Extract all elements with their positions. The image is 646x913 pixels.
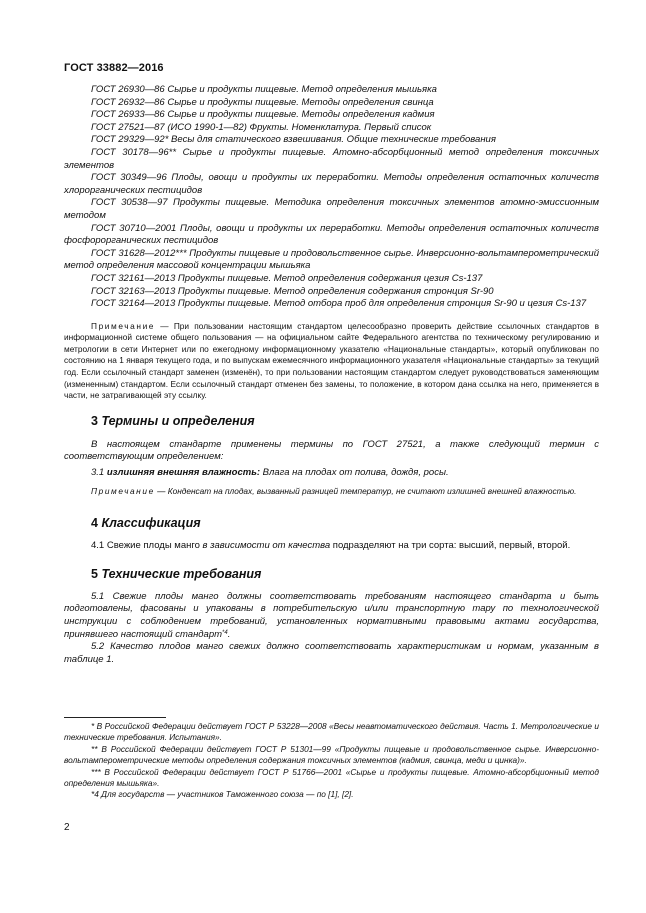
- clause-5-1: [64, 591, 599, 641]
- reference-item: ГОСТ 26932—86 Сырье и продукты пищевые. Методы определения свинца: [91, 96, 434, 108]
- normative-references: [64, 84, 599, 311]
- reference-item: ГОСТ 26933—86 Сырье и продукты пищевые. Методы определения кадмия: [91, 109, 435, 121]
- term-definition: [64, 467, 599, 480]
- clause-4-1: [64, 540, 599, 553]
- reference-item: ГОСТ 32163—2013 Продукты пищевые. Метод определения содержания стронция Sr-90: [91, 285, 494, 297]
- reference-item: ГОСТ 27521—87 (ИСО 1990-1—82) Фрукты. Номенклатура. Первый список: [91, 121, 432, 133]
- note-label: Примечание: [91, 320, 156, 331]
- footnote-divider: [64, 717, 166, 718]
- term-number: 3.1: [91, 467, 105, 479]
- section-number: 5: [91, 566, 98, 581]
- note-references: [64, 321, 599, 402]
- reference-item: ГОСТ 30349—96 Плоды, овощи и продукты их переработки. Методы определения остаточных количеств хлорорганических пестицидов: [64, 172, 599, 196]
- reference-item: ГОСТ 32164—2013 Продукты пищевые. Метод отбора проб для определения стронция Sr-90 и цезия Cs-137: [91, 298, 587, 310]
- note-term: [64, 486, 599, 498]
- reference-item: ГОСТ 30538—97 Продукты пищевые. Методика определения токсичных элементов атомно-эмиссионным методом: [64, 197, 599, 221]
- clause-text: .: [227, 628, 231, 640]
- footnote: *** В Российской Федерации действует ГОСТ Р 51766—2001 «Сырье и продукты пищевые. Атомно-абсорбционный метод определения мышьяка».: [64, 766, 599, 789]
- section-4-heading: [64, 516, 599, 530]
- footnote: * В Российской Федерации действует ГОСТ Р 53228—2008 «Весы неавтоматического действия. Часть 1. Метрологические и технические требования. Испытания».: [64, 721, 599, 743]
- section-title: Технические требования: [101, 566, 262, 581]
- section-3-heading: [64, 414, 599, 428]
- reference-item: ГОСТ 32161—2013 Продукты пищевые. Метод определения содержания цезия Cs-137: [91, 272, 483, 284]
- clause-text-italic: в зависимости от качества: [202, 540, 331, 552]
- reference-item: ГОСТ 31628—2012*** Продукты пищевые и продовольственное сырье. Инверсионно-вольтамперометрический метод определения массовой концентрации мышьяка: [64, 247, 599, 272]
- footnote: *4 Для государств — участников Таможенного союза — по [1], [2].: [91, 789, 354, 800]
- page-header: ГОСТ 33882—2016: [64, 62, 164, 74]
- section-number: 4: [91, 516, 98, 531]
- definition: Влага на плодах от полива, дождя, росы.: [260, 467, 449, 479]
- clause-5-2: 5.2 Качество плодов манго свежих должно соответствовать характеристикам и нормам, указанным в таблице 1.: [64, 641, 599, 665]
- reference-item: ГОСТ 29329—92* Весы для статического взвешивания. Общие технические требования: [91, 134, 496, 146]
- clause-text: подразделяют на три сорта: высший, первый, второй.: [330, 540, 571, 552]
- note-label: Примечание: [91, 485, 155, 496]
- note-text: — Конденсат на плодах, вызванный разницей температур, не считают излишней внешней влажностью.: [154, 485, 577, 496]
- section-number: 3: [91, 413, 98, 428]
- footnote-mark: *4: [222, 629, 228, 636]
- footnote: ** В Российской Федерации действует ГОСТ Р 51301—99 «Продукты пищевые и продовольственное сырье. Инверсионно-вольтамперометрические методы определения содержания токсичных элементов (кадмия, свинца, меди и цинка)».: [64, 743, 599, 766]
- reference-item: ГОСТ 26930—86 Сырье и продукты пищевые. Метод определения мышьяка: [91, 84, 437, 95]
- page-content: [64, 84, 599, 666]
- footnotes: [64, 721, 599, 801]
- section-3-intro: В настоящем стандарте применены термины по ГОСТ 27521, а также следующий термин с соответствующим определением:: [64, 438, 599, 463]
- section-title: Термины и определения: [101, 413, 255, 428]
- term: излишняя внешняя влажность:: [106, 467, 261, 479]
- reference-item: ГОСТ 30178—96** Сырье и продукты пищевые. Атомно-абсорбционный метод определения токсичных элементов: [64, 146, 599, 171]
- reference-item: ГОСТ 30710—2001 Плоды, овощи и продукты их переработки. Методы определения остаточных количеств фосфорорганических пестицидов: [64, 222, 599, 247]
- clause-text: 4.1 Свежие плоды манго: [91, 540, 203, 552]
- section-5-heading: [64, 567, 599, 581]
- page-number: 2: [64, 822, 70, 833]
- section-title: Классификация: [101, 516, 201, 531]
- note-text: — При пользовании настоящим стандартом целесообразно проверить действие ссылочных стандартов в информационной системе общего пользования — на официальном сайте Федерального агентства по техническому регулированию и метрологии в сети Интернет или по ежегодному информационному указателю «Национальные стандарты», который опубликован по состоянию на 1 января текущего года, и по выпускам ежемесячного информационного указателя «Национальные стандарты» за текущий год. Если ссылочный стандарт заменен (изменён), то при пользовании настоящим стандартом следует руководствоваться заменяющим (измененным) стандартом. Если ссылочный стандарт отменен без замены, то положение, в котором дана ссылка на него, применяется в части, не затрагивающей эту ссылку.: [64, 320, 599, 401]
- clause-text: 5.1 Свежие плоды манго должны соответствовать требованиям настоящего стандарта и быть подготовлены, фасованы и упакованы в потребительскую и/или транспортную тару по технологической инструкции с соблюдением требований, установленных нормативными правовыми актами государства, принявшего настоящий стандарт: [64, 590, 599, 640]
